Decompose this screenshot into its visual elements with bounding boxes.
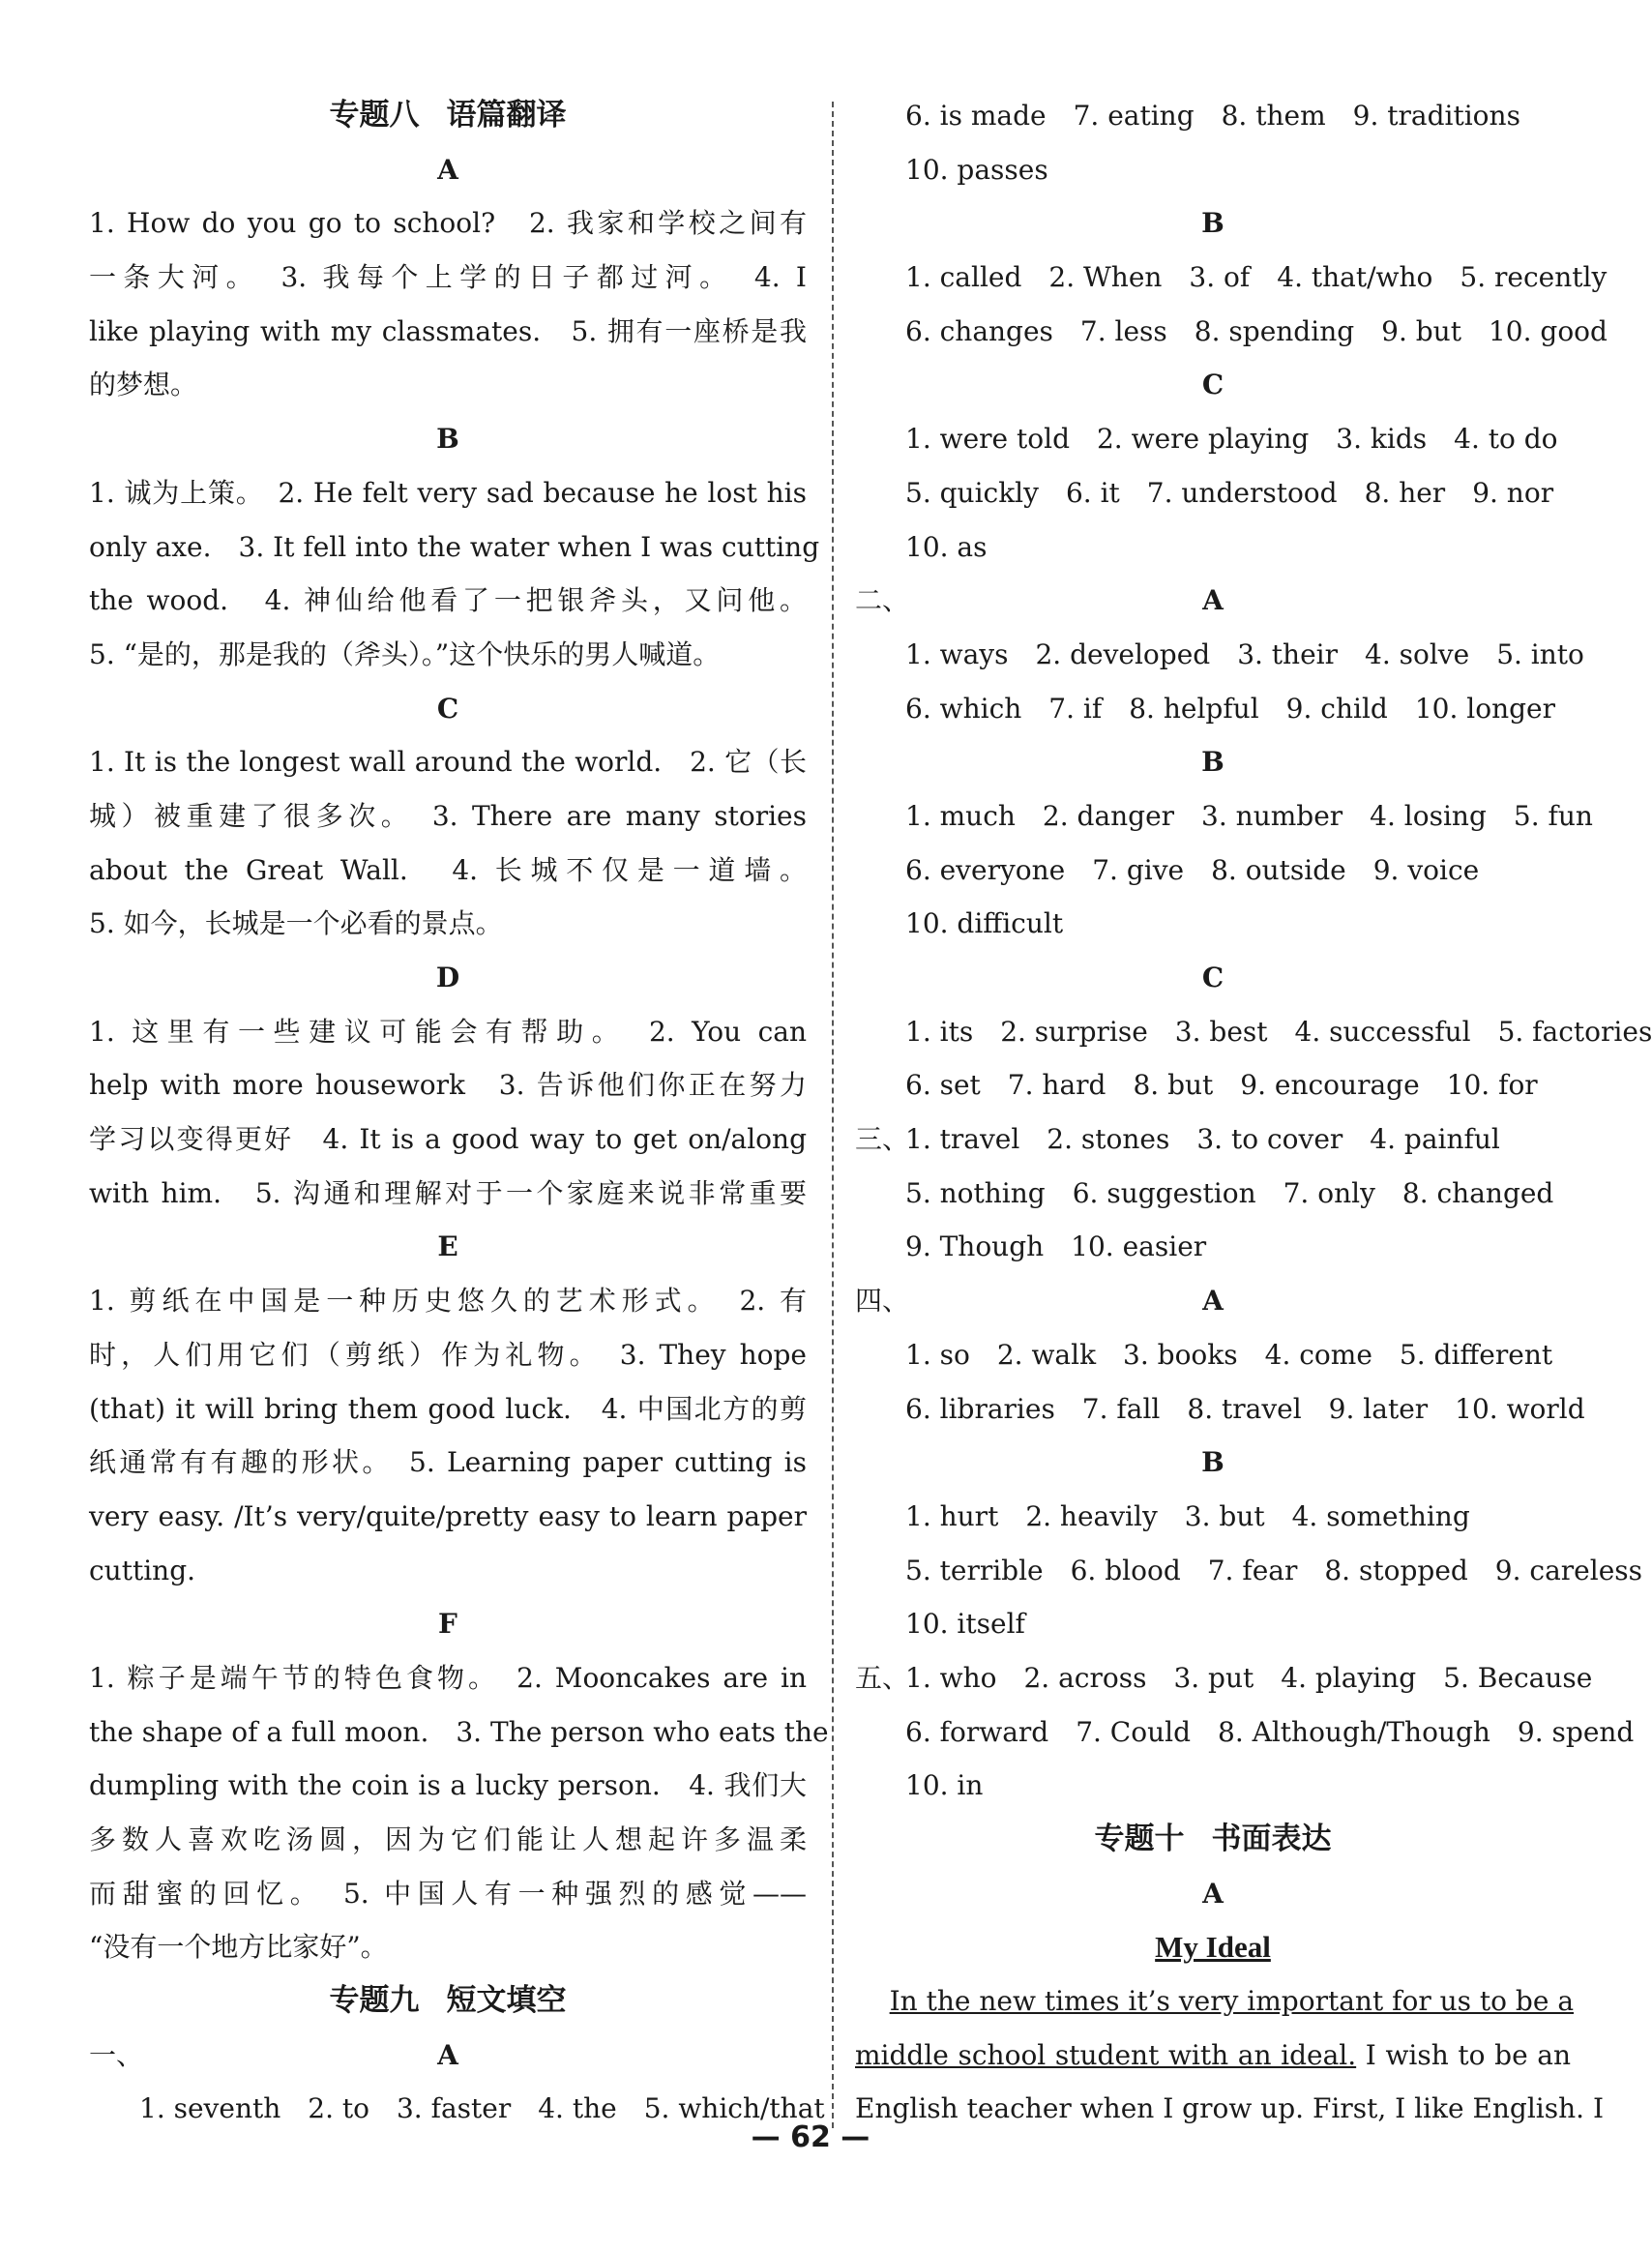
answer-line: 1. ways 2. developed 3. their 4. solve 5. into bbox=[905, 637, 1584, 670]
underlined-phrase: In the new times it’s very important for us to be a bbox=[889, 1985, 1575, 2018]
text-line: help with more housework 3. 告诉他们你正在努力 bbox=[89, 1069, 807, 1102]
section-title-part: 专题八 bbox=[329, 98, 420, 133]
text-line: 1. 诚为上策。 2. He felt very sad because he lost his bbox=[89, 476, 807, 509]
essay-text: I wish to be an bbox=[1356, 2038, 1571, 2071]
answer-line: 10. in bbox=[905, 1769, 984, 1802]
part-marker: 三、 bbox=[855, 1123, 910, 1156]
text-line: 而甜蜜的回忆。 5. 中国人有一种强烈的感觉—— bbox=[89, 1877, 807, 1910]
text-line: 纸通常有有趣的形状。 5. Learning paper cutting is bbox=[89, 1446, 807, 1479]
page-number: — 62 — bbox=[751, 2120, 870, 2154]
answer-line: 6. set 7. hard 8. but 9. encourage 10. for bbox=[905, 1069, 1538, 1102]
answer-line: 1. hurt 2. heavily 3. but 4. something bbox=[905, 1499, 1470, 1532]
answer-line: 6. is made 7. eating 8. them 9. traditions bbox=[905, 100, 1520, 132]
subsection-letter: B bbox=[1201, 207, 1224, 240]
subsection-letter: C bbox=[1201, 369, 1224, 401]
text-line: 1. How do you go to school? 2. 我家和学校之间有 bbox=[89, 207, 807, 240]
answer-line: 9. Though 10. easier bbox=[905, 1230, 1207, 1263]
text-line: with him. 5. 沟通和理解对于一个家庭来说非常重要 bbox=[89, 1176, 807, 1209]
part-marker: 一、 bbox=[89, 2038, 144, 2071]
text-line: 学习以变得更好 4. It is a good way to get on/along bbox=[89, 1123, 807, 1156]
text-line: 1. 剪纸在中国是一种历史悠久的艺术形式。 2. 有 bbox=[89, 1285, 807, 1318]
text-line: 1. It is the longest wall around the world. 2. 它（长 bbox=[89, 746, 807, 779]
essay-line bbox=[855, 2029, 1571, 2083]
text-line: the wood. 4. 神仙给他看了一把银斧头，又问他。 bbox=[89, 584, 807, 617]
text-line: (that) it will bring them good luck. 4. 中国北方的剪 bbox=[89, 1392, 807, 1425]
subsection-letter: A bbox=[1202, 1877, 1224, 1910]
left-column bbox=[89, 89, 829, 2136]
text-line: like playing with my classmates. 5. 拥有一座桥是我 bbox=[89, 314, 807, 347]
text-line: 城）被重建了很多次。 3. There are many stories bbox=[89, 799, 807, 832]
essay-title-text: My Ideal bbox=[1155, 1930, 1271, 1965]
text-line: 1. 粽子是端午节的特色食物。 2. Mooncakes are in bbox=[89, 1661, 807, 1694]
text-line: very easy. /It’s very/quite/pretty easy to learn paper bbox=[89, 1499, 807, 1532]
answer-line: 6. which 7. if 8. helpful 9. child 10. longer bbox=[905, 692, 1555, 725]
text-line: the shape of a full moon. 3. The person who eats the bbox=[89, 1715, 829, 1748]
answer-line: 10. passes bbox=[905, 153, 1048, 186]
answer-line: 10. as bbox=[905, 530, 988, 563]
answer-line: 6. changes 7. less 8. spending 9. but 10. good bbox=[905, 314, 1608, 347]
column-divider bbox=[832, 102, 834, 2128]
subsection-letter: C bbox=[436, 692, 459, 725]
right-column bbox=[855, 89, 1652, 2136]
text-line: dumpling with the coin is a lucky person. 4. 我们大 bbox=[89, 1769, 807, 1802]
numbered-part-line bbox=[855, 1651, 1593, 1705]
subsection-letter: C bbox=[1201, 962, 1224, 993]
text-line: “没有一个地方比家好”。 bbox=[89, 1931, 388, 1964]
text-line: about the Great Wall. 4. 长城不仅是一道墙。 bbox=[89, 853, 807, 886]
section-title bbox=[855, 1813, 1571, 1867]
answer-line: 1. were told 2. were playing 3. kids 4. to do bbox=[905, 423, 1558, 456]
text-line: cutting. bbox=[89, 1554, 196, 1586]
numbered-part-line bbox=[89, 2029, 807, 2083]
section-title-part: 短文填空 bbox=[446, 1983, 567, 2019]
part-marker: 五、 bbox=[855, 1661, 910, 1694]
part-marker: 二、 bbox=[855, 584, 910, 617]
answer-line: 5. quickly 6. it 7. understood 8. her 9. nor bbox=[905, 476, 1554, 509]
section-title-part: 语篇翻译 bbox=[446, 98, 567, 133]
subsection-letter: A bbox=[437, 153, 458, 186]
section-title-part: 专题十 bbox=[1094, 1822, 1185, 1856]
part-text: 1. travel 2. stones 3. to cover 4. painful bbox=[905, 1123, 1500, 1156]
section-title bbox=[89, 1974, 807, 2029]
answer-line: 1. much 2. danger 3. number 4. losing 5. fun bbox=[905, 799, 1593, 832]
text-line: only axe. 3. It fell into the water when I was cutting bbox=[89, 530, 820, 563]
subsection-letter: B bbox=[1201, 746, 1224, 779]
subsection-letter: B bbox=[1201, 1446, 1224, 1479]
part-text: A bbox=[437, 2038, 458, 2071]
text-line: 5. 如今，长城是一个必看的景点。 bbox=[89, 907, 503, 940]
answer-line: 1. so 2. walk 3. books 4. come 5. different bbox=[905, 1338, 1553, 1371]
subsection-letter: D bbox=[435, 962, 460, 993]
subsection-letter: B bbox=[436, 423, 459, 456]
numbered-part-line bbox=[855, 1274, 1571, 1328]
numbered-part-line bbox=[855, 574, 1571, 628]
text-line: 多数人喜欢吃汤圆，因为它们能让人想起许多温柔 bbox=[89, 1823, 807, 1855]
answer-line: 6. everyone 7. give 8. outside 9. voice bbox=[905, 853, 1480, 886]
part-text: A bbox=[1202, 584, 1224, 617]
section-title-part: 专题九 bbox=[329, 1983, 420, 2019]
essay-title bbox=[855, 1920, 1571, 1974]
numbered-part-line bbox=[855, 1112, 1571, 1167]
answer-line: 10. difficult bbox=[905, 907, 1064, 940]
answer-line: 10. itself bbox=[905, 1608, 1025, 1641]
essay-text bbox=[855, 1985, 890, 2017]
text-line: 一条大河。 3. 我每个上学的日子都过河。 4. I bbox=[89, 261, 807, 294]
part-marker: 四、 bbox=[855, 1285, 910, 1318]
answer-line: 5. nothing 6. suggestion 7. only 8. changed bbox=[905, 1176, 1554, 1209]
subsection-letter: E bbox=[437, 1230, 458, 1263]
answer-line: 5. terrible 6. blood 7. fear 8. stopped 9. careless bbox=[905, 1554, 1643, 1586]
text-line: 5. “是的，那是我的（斧头）。”这个快乐的男人喊道。 bbox=[89, 637, 721, 670]
part-text: A bbox=[1202, 1285, 1224, 1318]
answer-line: 1. seventh 2. to 3. faster 4. the 5. which/that bbox=[139, 2092, 825, 2125]
section-title-part: 书面表达 bbox=[1211, 1822, 1332, 1856]
text-line: 的梦想。 bbox=[89, 369, 198, 401]
part-text: 1. who 2. across 3. put 4. playing 5. Because bbox=[905, 1661, 1593, 1694]
section-title bbox=[89, 89, 807, 143]
text-line: 时，人们用它们（剪纸）作为礼物。 3. They hope bbox=[89, 1338, 807, 1371]
answer-line: 6. forward 7. Could 8. Although/Though 9. spend bbox=[905, 1715, 1635, 1748]
subsection-letter: F bbox=[438, 1608, 457, 1641]
text-line: English teacher when I grow up. First, I like English. I bbox=[855, 2092, 1605, 2125]
underlined-phrase: middle school student with an ideal. bbox=[855, 2038, 1357, 2071]
text-line: 1. 这里有一些建议可能会有帮助。 2. You can bbox=[89, 1015, 807, 1048]
answer-line: 1. called 2. When 3. of 4. that/who 5. recently bbox=[905, 261, 1608, 294]
answer-line: 1. its 2. surprise 3. best 4. successful 5. factories bbox=[905, 1015, 1652, 1048]
essay-line bbox=[855, 1974, 1575, 2029]
answer-line: 6. libraries 7. fall 8. travel 9. later 10. world bbox=[905, 1392, 1585, 1425]
